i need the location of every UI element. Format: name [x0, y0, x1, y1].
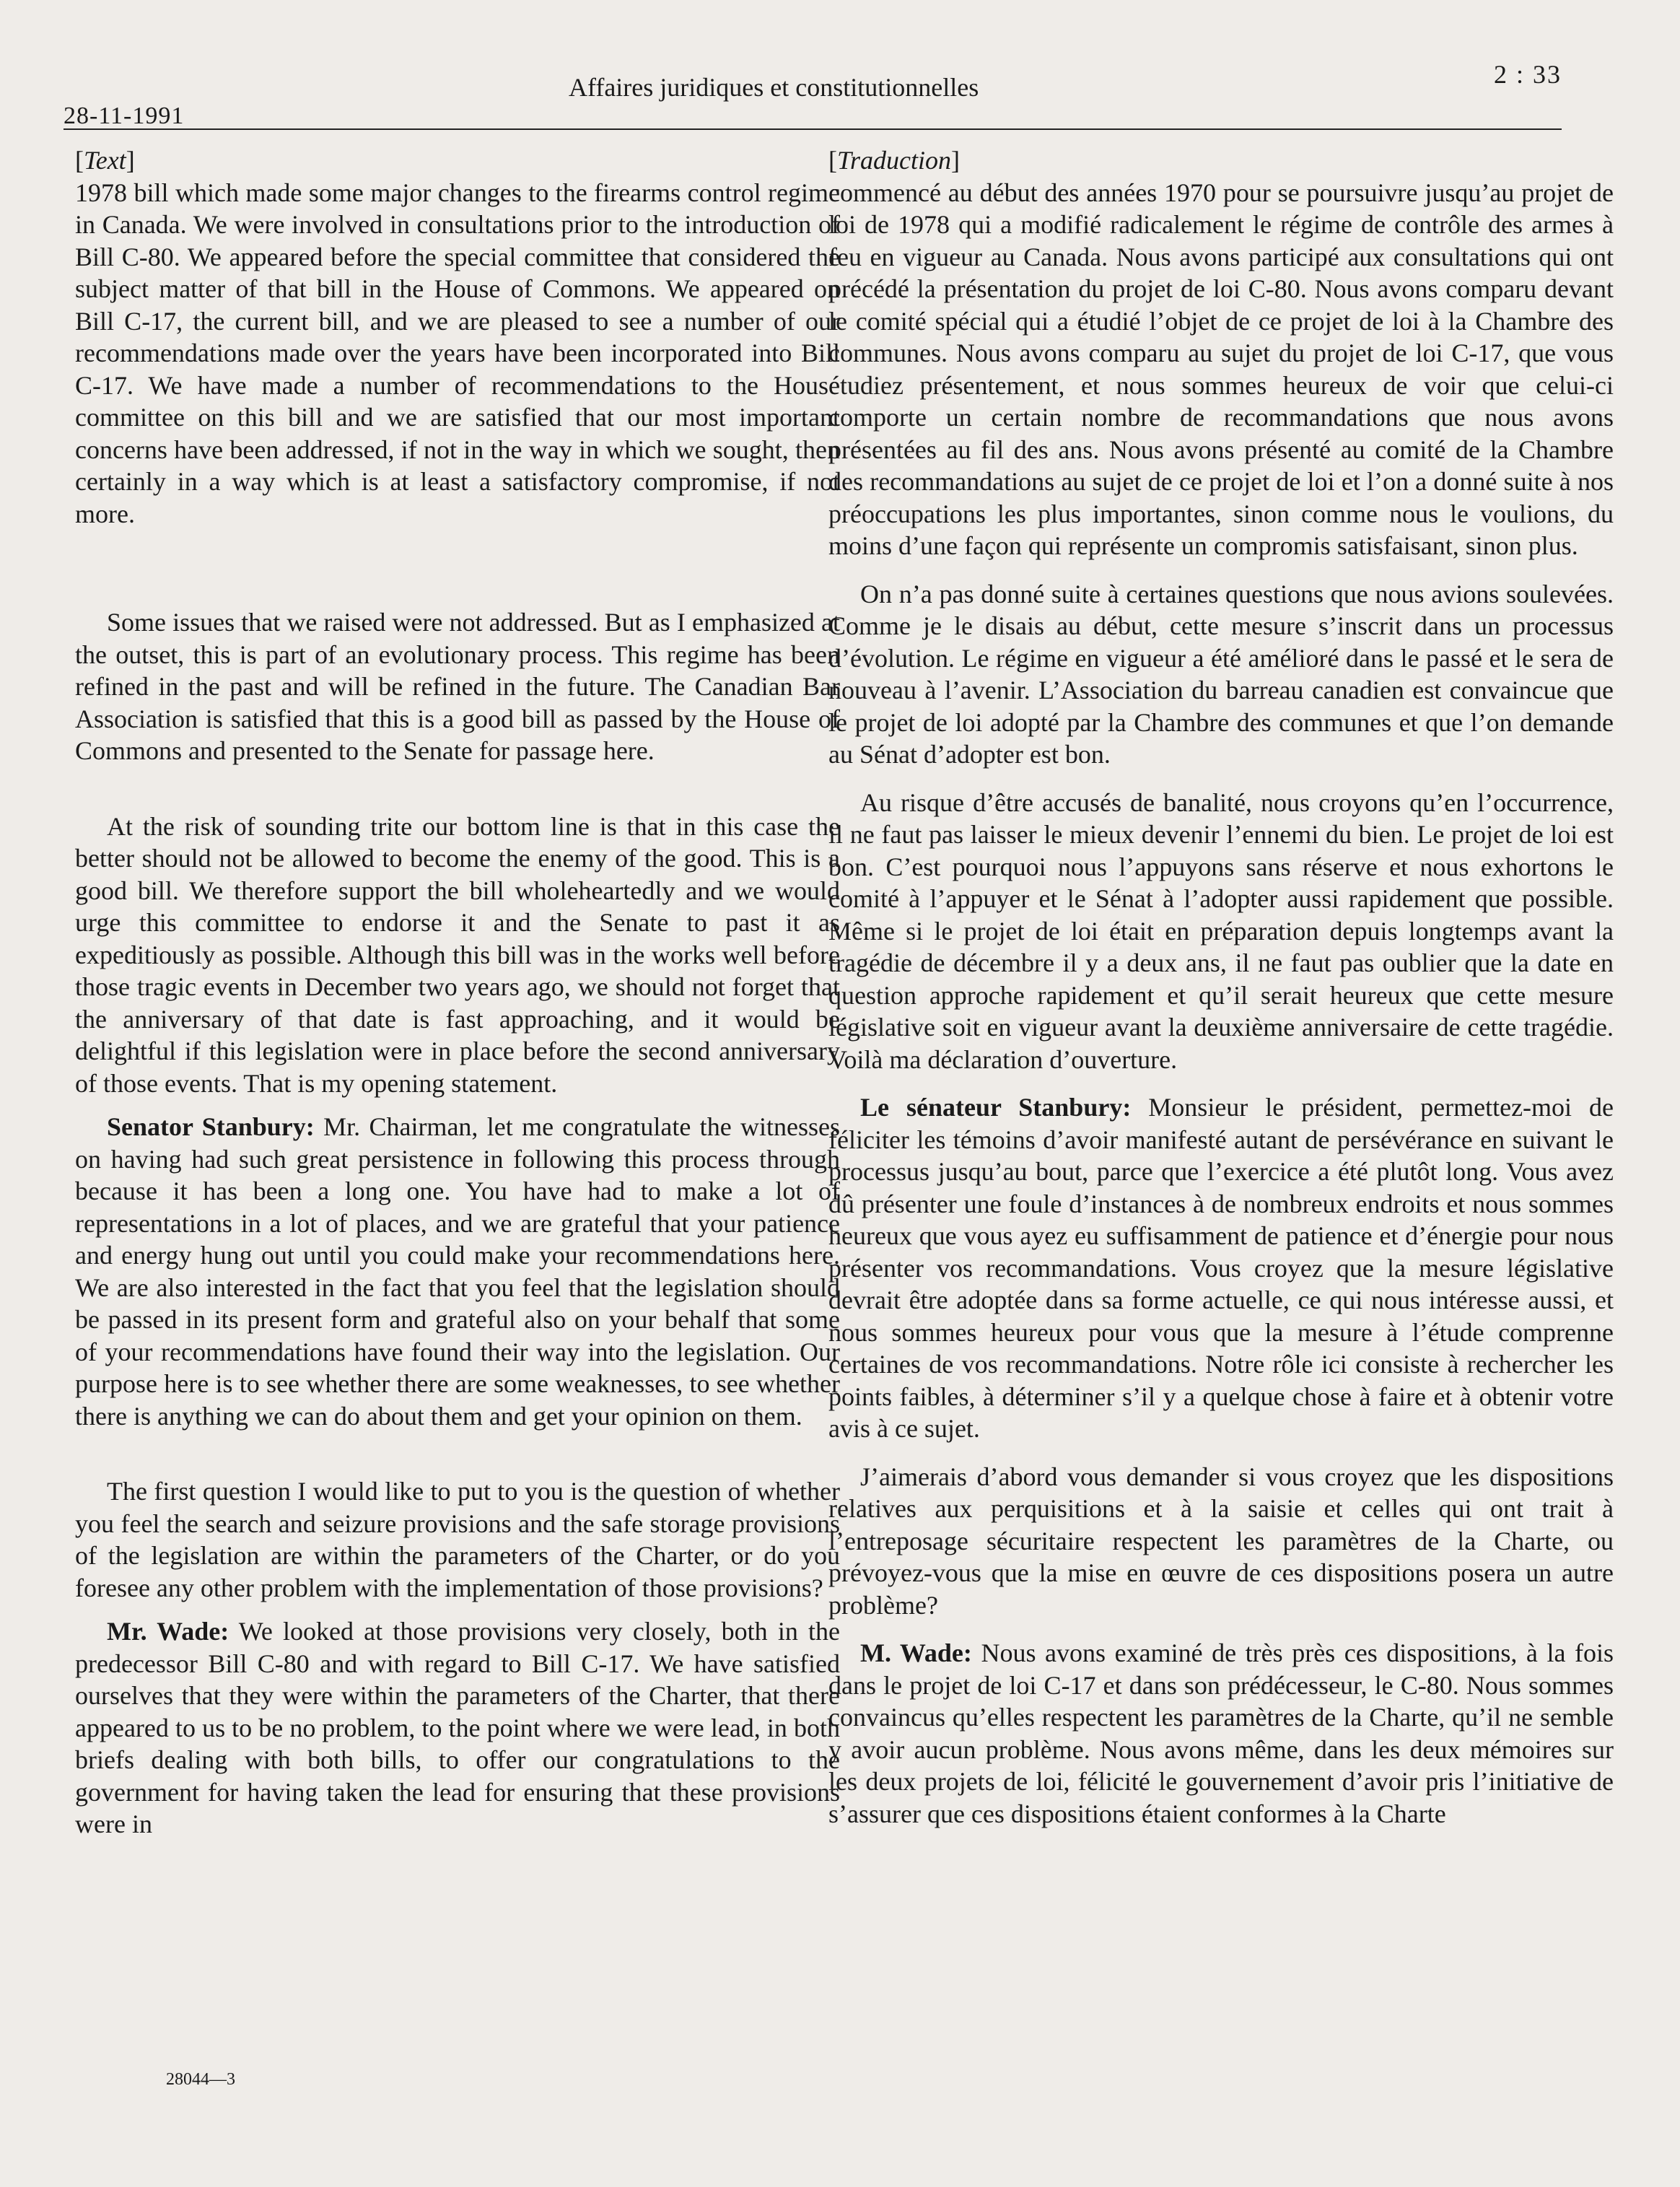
french-tag-text: Traduction	[837, 146, 952, 175]
speech-text: Monsieur le président, permettez-moi de féliciter les témoins d’avoir manifesté autant de persévérance en suivant le processus jusqu’au bout, parce que l’exercice a été plutôt long. Vous avez dû présenter une foule d’instances à de nombreux endroits et nous sommes heureux que vous ayez eu suffisamment de patience et d’énergie pour nous présenter vos recommandations. Vous croyez que la mesure législative devrait être adoptée dans sa forme actuelle, ce qui nous intéresse aussi, et nous sommes heureux pour vous que la mesure à l’étude comprenne certaines de vos recommandations. Notre rôle ici consiste à rechercher les points faibles, à déterminer s’il y a quelque chose à faire et à obtenir votre avis à ce sujet.	[828, 1093, 1614, 1443]
french-paragraph-3: Au risque d’être accusés de banalité, nous croyons qu’en l’occurrence, il ne faut pas laisser le mieux devenir l’ennemi du bien. Le projet de loi est bon. C’est pourquoi nous l’appuyons sans réserve et nous exhortons le comité à l’appuyer et le Sénat à l’adopter aussi rapidement que possible. Même si le projet de loi était en préparation depuis longtemps avant la tragédie de décembre il y a deux ans, il ne faut pas oublier que la date en question approche rapidement et qu’il serait heureux que cette mesure législative soit en vigueur avant la deuxième anniversaire de cette tragédie. Voilà ma déclaration d’ouverture.	[828, 787, 1614, 1074]
header-date: 28-11-1991	[64, 102, 185, 129]
header-title: Affaires juridiques et constitutionnelles	[569, 73, 979, 102]
french-paragraph-1: commencé au début des années 1970 pour se poursuivre jusqu’au projet de loi de 1978 qui a modifié radicalement le régime de contrôle des armes à feu en vigueur au Canada. Nous avons participé aux consultations qui ont précédé la présentation du projet de loi C-80. Nous avons comparu devant le comité spécial qui a étudié l’objet de ce projet de loi à la Chambre des communes. Nous avons comparu au sujet du projet de loi C-17, que vous étudiez présentement, et nous sommes heureux de voir que celui-ci comporte un certain nombre de recommandations que nous avons présentées au fil des ans. Nous avons présenté au comité de la Chambre des recommandations au sujet de ce projet de loi et l’on a donné suite à nos préoccupations les plus importantes, sinon comme nous le voulions, du moins d’une façon qui représente un compromis satisfaisant, sinon plus.	[828, 178, 1614, 560]
speaker-name: Senator Stanbury:	[107, 1112, 315, 1141]
english-column-tag: [Text]	[75, 146, 135, 175]
speech-text: Nous avons examiné de très près ces dispositions, à la fois dans le projet de loi C-17 et dans son prédécesseur, le C-80. Nous sommes convaincus qu’elles respectent les paramètres de la Charte, qu’il ne semble y avoir aucun problème. Nous avons même, dans les deux mémoires sur les deux projets de loi, félicité le gouvernement d’avoir pris l’initiative de s’assurer que ces dispositions étaient conformes à la Charte	[828, 1638, 1614, 1828]
english-tag-text: Text	[84, 146, 126, 175]
english-paragraph-5: The first question I would like to put to you is the question of whether you feel the search and seizure provisions and the safe storage provisions of the legislation are within the parameters of the Charter, or do you foresee any other problem with the implementation of those provisions?	[75, 1477, 840, 1602]
english-paragraph-3: At the risk of sounding trite our bottom line is that in this case the better should not be allowed to become the enemy of the good. This is a good bill. We therefore support the bill wholeheartedly and we would urge this committee to endorse it and the Senate to past it as expeditiously as possible. Although this bill was in the works well before those tragic events in December two years ago, we should not forget that the anniversary of that date is fast approaching, and it would be delightful if this legislation were in place before the second anniversary of those events. That is my opening statement.	[75, 811, 840, 1098]
header-rule	[64, 128, 1562, 130]
french-column-tag: [Traduction]	[828, 146, 961, 175]
speaker-name: Mr. Wade:	[107, 1617, 229, 1646]
page-header	[64, 51, 1562, 130]
french-paragraph-4	[828, 1091, 1614, 1445]
french-paragraph-6	[828, 1637, 1614, 1830]
speaker-name: Le sénateur Stanbury:	[860, 1093, 1132, 1122]
french-paragraph-2: On n’a pas donné suite à certaines questions que nous avions soulevées. Comme je le disais au début, cette mesure s’inscrit dans un processus d’évolution. Le régime en vigueur a été amélioré dans le passé et le sera de nouveau à l’avenir. L’Association du barreau canadien est convaincue que le projet de loi adopté par la Chambre des communes et que l’on demande au Sénat d’adopter est bon.	[828, 579, 1614, 769]
speech-text: We looked at those provisions very closely, both in the predecessor Bill C-80 and with regard to Bill C-17. We have satisfied ourselves that they were within the parameters of the Charter, that there appeared to us to be no problem, to the point where we were lead, in both briefs dealing with both bills, to offer our congratulations to the government for having taken the lead for ensuring that these provisions were in	[75, 1617, 840, 1838]
english-paragraph-4	[75, 1111, 840, 1432]
speaker-name: M. Wade:	[860, 1638, 972, 1667]
french-column	[828, 144, 1614, 1830]
speech-text: Mr. Chairman, let me congratulate the witnesses on having had such great persistence in following this process through because it has been a long one. You have had to make a lot of representations in a lot of places, and we are grateful that your patience and energy hung out until you could make your recommendations here. We are also interested in the fact that you feel that the legislation should be passed in its present form and grateful also on your behalf that some of your recommendations have found their way into the legislation. Our purpose here is to see whether there are some weaknesses, to see whether there is anything we can do about them and get your opinion on them.	[75, 1112, 841, 1431]
french-paragraph-5: J’aimerais d’abord vous demander si vous croyez que les dispositions relatives aux perquisitions et à la saisie et celles qui ont trait à l’entreposage sécuritaire respectent les paramètres de la Charte, ou prévoyez-vous que la mise en œuvre de ces dispositions posera un autre problème?	[828, 1462, 1614, 1620]
header-page-number: 2 : 33	[1493, 60, 1562, 89]
english-paragraph-6	[75, 1615, 840, 1841]
footer-code: 28044—3	[166, 2070, 235, 2089]
english-paragraph-1: 1978 bill which made some major changes to the firearms control regime in Canada. We were involved in consultations prior to the introduction of Bill C-80. We appeared before the special committee that considered the subject matter of that bill in the House of Commons. We appeared on Bill C-17, the current bill, and we are pleased to see a number of our recommendations made over the years have been incorporated into Bill C-17. We have made a number of recommendations to the House committee on this bill and we are satisfied that our most important concerns have been addressed, if not in the way in which we sought, then certainly in a way which is at least a satisfactory compromise, if not more.	[75, 178, 840, 528]
english-column	[75, 144, 840, 1841]
english-paragraph-2: Some issues that we raised were not addressed. But as I emphasized at the outset, this is part of an evolutionary process. This regime has been refined in the past and will be refined in the future. The Canadian Bar Association is satisfied that this is a good bill as passed by the House of Commons and presented to the Senate for passage here.	[75, 608, 840, 765]
